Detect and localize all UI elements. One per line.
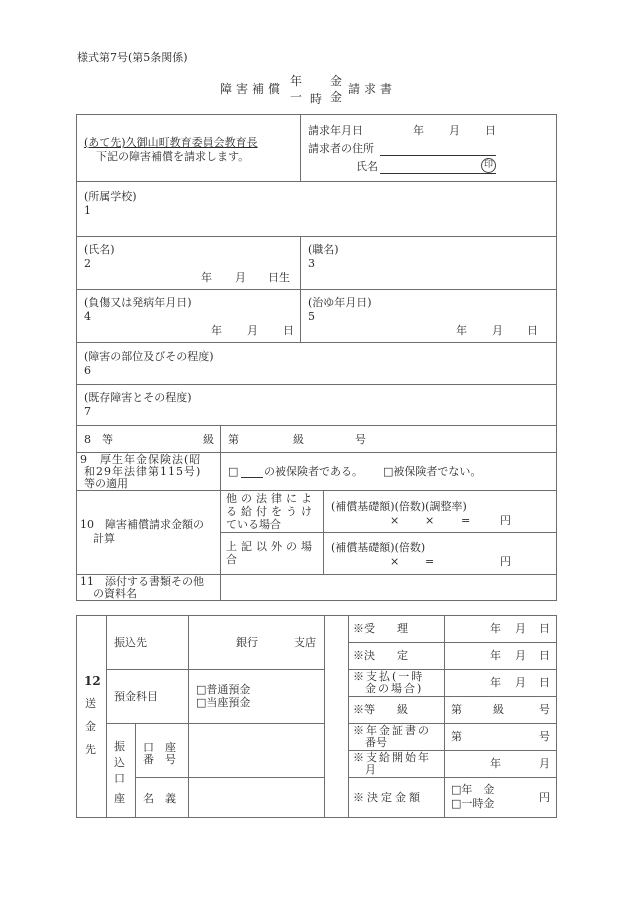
injury-month[interactable]: 月 — [247, 324, 258, 337]
account-char-3: 口 — [114, 772, 125, 785]
office-cert-a: ※年金証書の — [353, 724, 431, 737]
injury-date-number: 4 — [84, 310, 91, 323]
received-year: 年 — [490, 622, 501, 635]
name-field-number: 2 — [84, 257, 91, 270]
calc-label-2: 計算 — [93, 532, 115, 545]
pension-label-1: 9 厚生年金保険法(昭 — [80, 453, 202, 466]
request-day[interactable]: 日 — [485, 124, 496, 137]
case-b-line1: 上記以外の場 — [226, 540, 316, 553]
title-prefix: 障害補償 — [220, 82, 285, 96]
form-number: 様式第7号(第5条関係) — [77, 51, 188, 64]
attach-field[interactable] — [221, 575, 556, 600]
remit-section-num: 12 — [84, 674, 101, 688]
injury-date-label: (負傷又は発病年月日) — [84, 296, 192, 309]
paid-month: 月 — [515, 676, 526, 689]
position-number: 3 — [308, 257, 315, 270]
pension-label-3: 等の適用 — [84, 477, 128, 490]
decided-day: 日 — [539, 649, 550, 662]
cure-month[interactable]: 月 — [492, 324, 503, 337]
existing-number: 7 — [84, 405, 91, 418]
calc-label-1: 10 障害補償請求金額の — [80, 518, 204, 531]
grade-label-b: 級 — [203, 433, 214, 446]
account-number-field[interactable] — [189, 724, 324, 777]
pension-label-2: 和29年法律第115号) — [84, 465, 202, 478]
grade-dai: 第 — [228, 433, 239, 446]
deposit-type-label: 預金科目 — [114, 690, 158, 703]
title-suffix: 請求書 — [348, 82, 397, 96]
case-b-line2: 合 — [226, 553, 237, 566]
title-bottom-left: 一 — [290, 90, 303, 104]
office-start-a: ※支給開始年 — [353, 751, 431, 764]
title-middle: 時 — [310, 92, 323, 106]
holder-field[interactable] — [189, 778, 324, 817]
account-no-label-a: 口 座 — [143, 741, 176, 754]
transfer-to-label: 振込先 — [114, 636, 147, 649]
received-day: 日 — [539, 622, 550, 635]
school-label: (所属学校) — [84, 190, 137, 203]
office-grade-go: 号 — [539, 703, 550, 716]
office-grade-dai: 第 — [451, 703, 462, 716]
attach-label-2: の資料名 — [93, 587, 137, 600]
injury-year[interactable]: 年 — [211, 324, 222, 337]
cert-dai: 第 — [451, 730, 462, 743]
disability-number: 6 — [84, 364, 91, 377]
ordinary-deposit-checkbox[interactable]: □普通預金 — [196, 683, 251, 696]
case-b-equals: = — [425, 555, 435, 568]
remit-char-1: 送 — [85, 697, 96, 710]
decided-year: 年 — [490, 649, 501, 662]
pension-option: □年 金 — [451, 783, 495, 796]
office-grade: ※等 級 — [353, 703, 408, 716]
lump-sum-option: □一時金 — [451, 797, 495, 810]
case-b-yen: 円 — [500, 555, 511, 568]
remit-char-3: 先 — [85, 743, 96, 756]
not-insured-option[interactable]: □被保険者でない。 — [383, 465, 482, 478]
birth-year[interactable]: 年 — [201, 271, 212, 284]
case-a-header: (補償基礎額)(倍数)(調整率) — [331, 500, 467, 513]
office-grade-kyu: 級 — [493, 703, 504, 716]
office-received: ※受 理 — [353, 622, 408, 635]
cert-go: 号 — [539, 730, 550, 743]
school-field[interactable] — [77, 182, 556, 236]
grade-kyu[interactable]: 級 — [293, 433, 304, 446]
seal-icon: 印 — [481, 158, 496, 173]
case-a-times-1: × — [390, 514, 400, 527]
school-number: 1 — [84, 204, 91, 217]
position-label: (職名) — [308, 243, 339, 256]
office-paid-b: 金の場合) — [365, 682, 424, 695]
name-field-label: (氏名) — [84, 243, 115, 256]
office-amount: ※決定金額 — [353, 791, 423, 804]
request-text: 下記の障害補償を請求します。 — [96, 150, 250, 163]
insurance-name-field[interactable] — [241, 477, 263, 478]
address-label: 請求者の住所 — [308, 142, 374, 155]
case-a-yen: 円 — [500, 514, 511, 527]
title-bottom-right: 金 — [330, 90, 343, 104]
received-month: 月 — [515, 622, 526, 635]
checking-deposit-checkbox[interactable]: □当座預金 — [196, 696, 251, 709]
account-no-label-b: 番 号 — [143, 753, 176, 766]
account-char-4: 座 — [114, 792, 125, 805]
office-start-b: 月 — [365, 763, 376, 776]
holder-label: 名 義 — [143, 792, 176, 805]
case-a-equals: = — [461, 514, 471, 527]
paid-day: 日 — [539, 676, 550, 689]
insured-checkbox[interactable]: □ — [228, 465, 239, 478]
grade-label-a: 等 — [102, 433, 113, 446]
case-b-header: (補償基礎額)(倍数) — [331, 541, 426, 554]
request-date-label: 請求年月日 — [308, 124, 363, 137]
name-field[interactable] — [380, 173, 496, 174]
attach-label-1: 11 添付する書類その他 — [80, 575, 204, 588]
decided-month: 月 — [515, 649, 526, 662]
cure-date-label: (治ゆ年月日) — [308, 296, 372, 309]
disability-label: (障害の部位及びその程度) — [84, 350, 214, 363]
birth-month[interactable]: 月 — [235, 271, 246, 284]
birth-day[interactable]: 日生 — [268, 271, 290, 284]
account-char-1: 振 — [114, 740, 125, 753]
case-a-times-2: × — [425, 514, 435, 527]
address-field[interactable] — [380, 155, 496, 156]
paid-year: 年 — [490, 676, 501, 689]
request-month[interactable]: 月 — [449, 124, 460, 137]
office-cert-b: 番号 — [365, 736, 387, 749]
account-char-2: 込 — [114, 756, 125, 769]
cure-date-number: 5 — [308, 310, 315, 323]
injury-day[interactable]: 日 — [283, 324, 294, 337]
case-b-times: × — [390, 555, 400, 568]
title-top-left: 年 — [290, 74, 303, 88]
request-year[interactable]: 年 — [413, 124, 424, 137]
name-label: 氏名 — [356, 160, 378, 173]
grade-num: 8 — [84, 433, 91, 446]
title-top-right: 金 — [330, 74, 343, 88]
cure-day[interactable]: 日 — [527, 324, 538, 337]
case-a-line1: 他の法律によ — [226, 492, 316, 505]
office-paid-a: ※支払(一時 — [353, 670, 425, 683]
case-a-line2: る給付をうけ — [226, 505, 316, 518]
cure-year[interactable]: 年 — [456, 324, 467, 337]
existing-label: (既存障害とその程度) — [84, 391, 192, 404]
office-decided: ※決 定 — [353, 649, 408, 662]
start-month: 月 — [539, 757, 550, 770]
amount-yen: 円 — [539, 791, 550, 804]
grade-go[interactable]: 号 — [355, 433, 366, 446]
bank-label[interactable]: 銀行 — [236, 636, 258, 649]
addressee: (あて先)久御山町教育委員会教育長 — [84, 136, 258, 149]
remit-char-2: 金 — [85, 720, 96, 733]
insured-option: の被保険者である。 — [264, 465, 363, 478]
case-a-line3: ている場合 — [226, 518, 281, 531]
start-year: 年 — [490, 757, 501, 770]
branch-label[interactable]: 支店 — [294, 636, 316, 649]
